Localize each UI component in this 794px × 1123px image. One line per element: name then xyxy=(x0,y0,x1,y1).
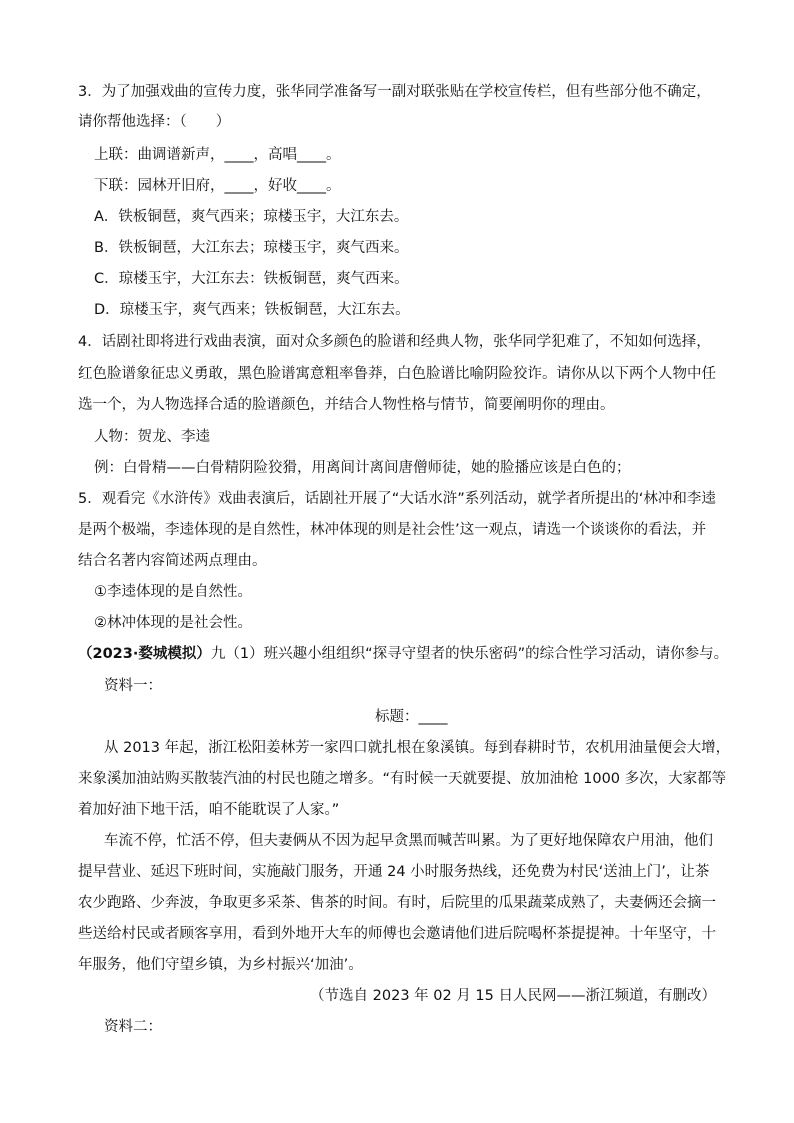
q4-people: 人物：贺龙、李逵 xyxy=(94,429,210,445)
q5-line2: 是两个极端，李逵体现的是自然性，林冲体现的则是社会性’这一观点，请选一个谈谈你的看法，并 xyxy=(78,522,707,538)
p2-line4: 些送给村民或者顾客享用，看到外地开大车的师傅也会邀请他们进后院喝杯茶提提神。十年坚守，十 xyxy=(78,926,716,942)
q5-line1: 5．观看完《水浒传》戏曲表演后，话剧社开展了“大话水浒”系列活动，就学者所提出的‘林冲和李逵 xyxy=(78,491,716,507)
q4-line1: 4．话剧社即将进行戏曲表演，面对众多颜色的脸谱和经典人物，张华同学犯难了，不知如何选择， xyxy=(78,334,711,350)
section-intro xyxy=(78,644,728,664)
q4-example: 例：白骨精——白骨精阴险狡猾，用离间计离间唐僧师徒，她的脸播应该是白色的； xyxy=(94,460,631,476)
q3-lower-couplet: 下联：园林开旧府，____，好收____。 xyxy=(94,178,341,194)
q3-option-c: C．琼楼玉宇，大江东去：铁板铜琶，爽气西来。 xyxy=(94,271,409,287)
p2-line2: 提早营业、延迟下班时间，实施敲门服务，开通 24 小时服务热线，还免费为村民‘送油上门’，让茶 xyxy=(78,864,710,880)
p1-line3: 着加好油下地干活，咱不能耽误了人家。” xyxy=(78,802,340,818)
q4-line3: 选一个，为人物选择合适的脸谱颜色，并结合人物性格与情节，简要阐明你的理由。 xyxy=(78,397,615,413)
p2-line3: 农少跑路、少奔波，争取更多采茶、售茶的时间。有时，后院里的瓜果蔬菜成熟了，夫妻俩还会摘一 xyxy=(78,895,716,911)
q5-choice2: ②林冲体现的是社会性。 xyxy=(94,615,252,631)
section-intro-text: 九（1）班兴趣小组组织“探寻守望者的快乐密码”的综合性学习活动，请你参与。 xyxy=(210,646,729,662)
q4-line2: 红色脸谱象征忠义勇敢，黑色脸谱寓意粗率鲁莽，白色脸谱比喻阴险狡诈。请你从以下两个人物中任 xyxy=(78,366,716,382)
q3-option-d: D．琼楼玉宇，爽气西来；铁板铜琶，大江东去。 xyxy=(94,302,410,318)
q5-choice1: ①李逵体现的是自然性。 xyxy=(94,584,252,600)
p2-line5: 年服务，他们守望乡镇，为乡村振兴‘加油’。 xyxy=(78,957,363,973)
source-note: （节选自 2023 年 02 月 15 日人民网——浙江频道，有删改） xyxy=(310,988,716,1004)
p1-line1: 从 2013 年起，浙江松阳姜林芳一家四口就扎根在象溪镇。每到春耕时节，农机用油量便会大增， xyxy=(104,740,731,756)
p2-line1: 车流不停，忙活不停，但夫妻俩从不因为起早贪黑而喊苦叫累。为了更好地保障农户用油，他们 xyxy=(104,833,713,849)
material1-title: 标题：____ xyxy=(375,709,448,725)
p1-line2: 来象溪加油站购买散装汽油的村民也随之增多。“有时候一天就要提、放加油枪 1000 多次，大家都等 xyxy=(78,771,727,787)
q3-stem-line2: 请你帮他选择：（ ） xyxy=(78,114,231,130)
q3-option-b: B．铁板铜琶，大江东去；琼楼玉宇，爽气西来。 xyxy=(94,240,409,256)
source-tag: （2023·婺城模拟） xyxy=(78,646,211,662)
q3-stem-line1: 3．为了加强戏曲的宣传力度，张华同学准备写一副对联张贴在学校宣传栏，但有些部分他不确定， xyxy=(78,84,711,100)
q5-line3: 结合名著内容简述两点理由。 xyxy=(78,553,267,569)
material2-label: 资料二： xyxy=(104,1019,162,1035)
q3-option-a: A．铁板铜琶，爽气西来；琼楼玉宇，大江东去。 xyxy=(94,209,409,225)
q3-upper-couplet: 上联：曲调谱新声，____，高唱____。 xyxy=(94,147,341,163)
material1-label: 资料一： xyxy=(104,678,162,694)
